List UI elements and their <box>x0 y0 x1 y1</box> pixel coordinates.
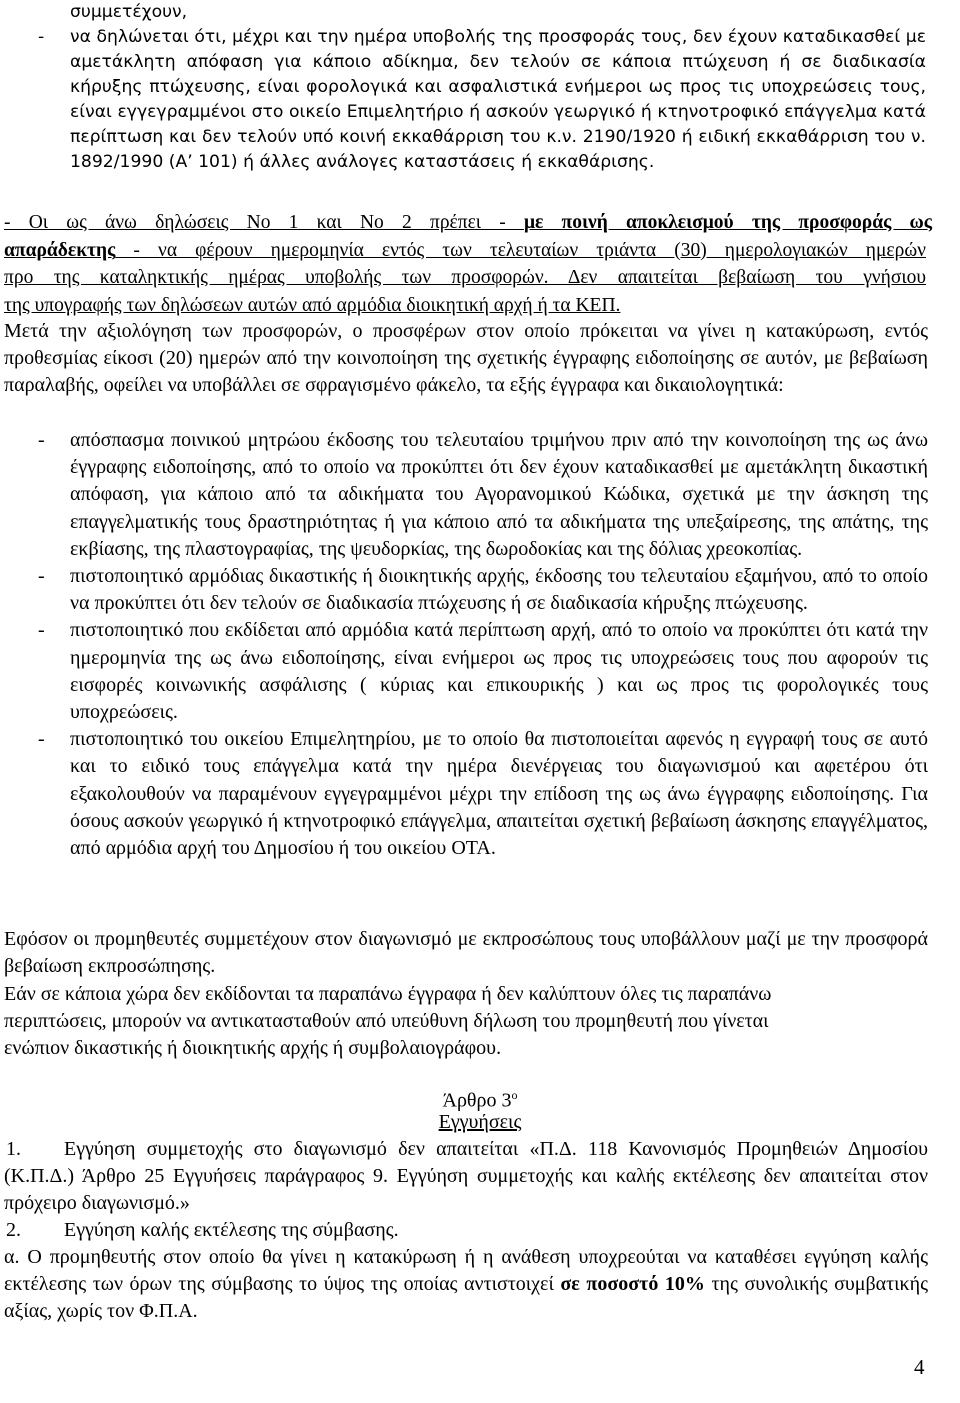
article-heading: Άρθρο $3^o$ <box>442 1088 518 1112</box>
list-item-text: απόσπασμα ποινικού μητρώου έκδοσης του τελευταίου τριμήνου πριν από την κοινοποίηση της ως άνω έγγραφης ειδοποίησης, από το οποίο να προκύπτει ότι δεν έχουν καταδικασθεί με αμετάκλητη δικαστική απόφαση, για κάποιο από τα αδικήματα του Αγορανομικού Κώδικα, σχετικά με την άσκηση της επαγγελματικής τους δραστηριότητας ή για κάποιο από τα αδικήματα της υπεξαίρεσης, της απάτης, της εκβίασης, της πλαστογραφίας, της ψευδορκίας, της δωροδοκίας και της δόλιας χρεοκοπίας. <box>70 429 928 560</box>
main-intro-text: Μετά την αξιολόγηση των προσφορών, ο προσφέρων στον οποίο πρόκειται να γίνει η κατακύρωση, εντός προθεσμίας είκοσι (20) ημερών από την κοινοποίηση της σχετικής έγγραφης ειδοποίησης σε αυτόν, με βεβαίωση παραλαβής, οφείλει να υποβάλλει σε σφραγισμένο φάκελο, τα εξής έγγραφα και δικαιολογητικά: <box>4 320 928 397</box>
list-item <box>0 563 960 617</box>
list-item <box>0 617 960 726</box>
notice-line-4: της υπογραφής των δηλώσεων αυτών από αρμόδια διοικητική αρχή ή τα ΚΕΠ. <box>4 294 621 316</box>
article-subheading: Εγγυήσεις <box>438 1111 522 1133</box>
item-text: Εγγύηση καλής εκτέλεσης της σύμβασης. <box>64 1219 399 1241</box>
continuation-line: συμμετέχουν, <box>70 2 188 22</box>
exclusion-clause: με ποινή αποκλεισμού της προσφοράς ως <box>523 212 932 233</box>
bullet-dash: - <box>38 728 45 751</box>
alt-line-3: ενώπιον δικαστικής ή διοικητικής αρχής ή συμβολαιογράφου. <box>4 1037 502 1060</box>
alternative-documents-paragraph <box>0 981 960 1063</box>
page-number: 4 <box>914 1355 925 1379</box>
alt-line-2: περιπτώσεις, μπορούν να αντικατασταθούν από υπεύθυνη δήλωση του προμηθευτή που γίνεται <box>4 1010 769 1033</box>
notice-paragraph <box>0 209 960 319</box>
declaration-bullet <box>0 25 960 175</box>
notice-line-1: - Οι ως άνω δηλώσεις Νο 1 και Νο 2 πρέπει - με ποινή αποκλεισμού της προσφοράς ως <box>4 212 932 233</box>
required-documents-list <box>0 427 960 862</box>
bullet-dash: - <box>38 565 45 588</box>
guarantee-item-a <box>0 1244 960 1326</box>
article-heading-sup: ο <box>511 1088 518 1102</box>
bullet-dash: - <box>38 27 45 47</box>
bullet-dash: - <box>38 429 45 451</box>
top-section <box>0 0 960 25</box>
list-item-text: πιστοποιητικό που εκδίδεται από αρμόδια κατά περίπτωση αρχή, από το οποίο να προκύπτει ότι κατά την ημερομηνία της ως άνω ειδοποίησης, είναι ενήμεροι ως προς τις υποχρεώσεις τους που αφορούν τις εισφορές κοινωνικής ασφάλισης ( κύριας και επικουρικής ) και ως προς τις φορολογικές τους υποχρεώσεις. <box>70 619 928 724</box>
list-item <box>0 427 960 563</box>
list-item <box>0 726 960 862</box>
item-text: Εγγύηση συμμετοχής στο διαγωνισμό δεν απαιτείται «Π.Δ. 118 Κανονισμός Προμηθειών Δημοσίου (Κ.Π.Δ.) Άρθρο 25 Εγγυήσεις παράγραφος 9. Εγγύηση συμμετοχής και καλής εκτέλεσης δεν απαιτείται στον πρόχειρο διαγωνισμό.» <box>4 1138 928 1215</box>
alt-line-1: Εάν σε κάποια χώρα δεν εκδίδονται τα παραπάνω έγγραφα ή δεν καλύπτουν όλες τις παραπάνω <box>4 983 772 1005</box>
item-number: 1. <box>6 1138 21 1160</box>
notice-line-2: απαράδεκτης - να φέρουν ημερομηνία εντός των τελευταίων τριάντα (30) ημερολογιακών ημερών <box>4 239 926 261</box>
list-item-text: πιστοποιητικό του οικείου Επιμελητηρίου, με το οποίο θα πιστοποιείται αφενός η εγγραφή τους σε αυτό και το ειδικό τους επάγγελμα κατά την ημέρα διενέργειας του διαγωνισμού και αφετέρου ότι εξακολουθούν να παραμένουν εγγεγραμμένοι μέχρι την επίδοση της ως άνω έγγραφης ειδοποίησης. Για όσους ασκούν γεωργικό ή κτηνοτροφικό επάγγελμα, απαιτείται σχετική βεβαίωση άσκησης επαγγέλματος, από αρμόδια αρχή του Δημοσίου ή του οικείου ΟΤΑ. <box>70 728 928 860</box>
list-item-text: πιστοποιητικό αρμόδιας δικαστικής ή διοικητικής αρχής, έκδοσης του τελευταίου εξαμήνου, από το οποίο να προκύπτει ότι δεν τελούν σε διαδικασία πτώχευσης ή σε διαδικασία κήρυξης πτώχευσης. <box>70 565 928 615</box>
notice-line-3: προ της καταληκτικής ημέρας υποβολής των προσφορών. Δεν απαιτείται βεβαίωση του γνήσιου <box>4 267 926 288</box>
inadmissible-word: απαράδεκτης <box>4 239 116 261</box>
bullet-dash: - <box>38 619 45 642</box>
item-a-text: α. Ο προμηθευτής στον οποίο θα γίνει η κατακύρωση ή η ανάθεση υποχρεούται να καταθέσει εγγύηση καλής εκτέλεσης των όρων της σύμβασης το ύψος της οποίας αντιστοιχεί σε ποσοστό 10% της συνολικής συμβατικής αξίας, χωρίς τον Φ.Π.Α. <box>4 1246 929 1323</box>
item-number: 2. <box>6 1219 21 1241</box>
percentage-highlight: σε ποσοστό 10% <box>560 1273 705 1296</box>
representation-paragraph <box>0 926 960 980</box>
declaration-bullet-text: να δηλώνεται ότι, μέχρι και την ημέρα υποβολής της προσφοράς τους, δεν έχουν καταδικασθεί με αμετάκλητη απόφαση για κάποιο αδίκημα, δεν τελούν σε κάποια πτώχευση ή σε διαδικασία κήρυξης πτώχευσης, είναι φορολογικά και ασφαλιστικά ενήμεροι ως προς τις υποχρεώσεις τους, είναι εγγεγραμμένοι στο οικείο Επιμελητήριο ή ασκούν γεωργικό ή κτηνοτροφικό επάγγελμα κατά περίπτωση και δεν τελούν υπό κοινή εκκαθάρριση του κ.ν. 2190/1920 ή ειδική εκκαθάρριση του ν. 1892/1990 (Α’ 101) ή άλλες ανάλογες καταστάσεις ή εκκαθάρισης. <box>70 27 926 172</box>
main-intro <box>0 318 960 400</box>
guarantee-item-2 <box>0 1217 960 1244</box>
representation-text: Εφόσον οι προμηθευτές συμμετέχουν στον διαγωνισμό με εκπροσώπους τους υποβάλλουν μαζί με την προσφορά βεβαίωση εκπροσώπησης. <box>4 928 928 978</box>
guarantee-item-1 <box>0 1136 960 1218</box>
